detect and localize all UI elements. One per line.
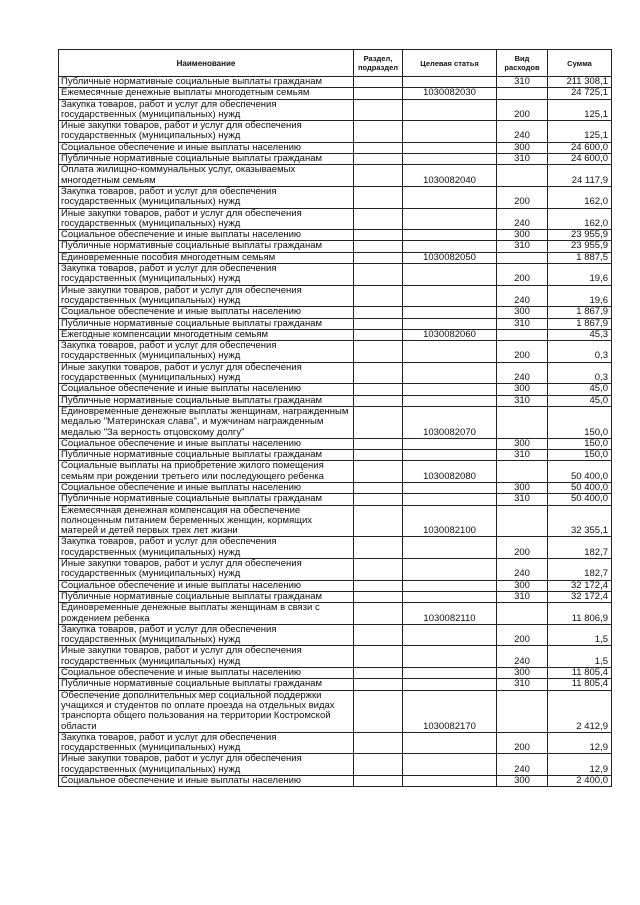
header-target: Целевая статья — [403, 50, 497, 77]
cell-target — [403, 99, 497, 121]
cell-target: 1030082070 — [403, 406, 497, 438]
cell-name: Публичные нормативные социальные выплаты гражданам — [59, 241, 354, 252]
cell-name: Социальное обеспечение и иные выплаты населению — [59, 668, 354, 679]
cell-name: Иные закупки товаров, работ и услуг для обеспечения государственных (муниципальных) нужд — [59, 208, 354, 230]
cell-target: 1030082100 — [403, 505, 497, 537]
cell-type: 300 — [497, 482, 548, 493]
cell-type — [497, 603, 548, 625]
table-row — [59, 494, 612, 505]
cell-sum: 50 400,0 — [548, 482, 612, 493]
cell-target: 1030082040 — [403, 165, 497, 187]
table-row — [59, 77, 612, 88]
cell-section — [354, 165, 403, 187]
cell-target — [403, 285, 497, 307]
cell-name: Социальное обеспечение и иные выплаты населению — [59, 438, 354, 449]
cell-name: Публичные нормативные социальные выплаты гражданам — [59, 494, 354, 505]
table-row — [59, 362, 612, 384]
cell-name: Публичные нормативные социальные выплаты гражданам — [59, 318, 354, 329]
cell-name: Социальные выплаты на приобретение жилого помещения семьям при рождении третьего или последующего ребенка — [59, 461, 354, 483]
cell-sum: 24 725,1 — [548, 88, 612, 99]
cell-target — [403, 186, 497, 208]
table-row — [59, 438, 612, 449]
cell-type: 310 — [497, 679, 548, 690]
cell-type: 300 — [497, 776, 548, 787]
cell-sum: 150,0 — [548, 406, 612, 438]
cell-name: Обеспечение дополнительных мер социальной поддержки учащихся и студентов по оплате проезда на отдельных видах транспорта общего пользования на территории Костромской области — [59, 690, 354, 732]
cell-type: 300 — [497, 580, 548, 591]
cell-target — [403, 679, 497, 690]
cell-type: 300 — [497, 668, 548, 679]
table-row — [59, 384, 612, 395]
cell-section — [354, 121, 403, 143]
cell-section — [354, 580, 403, 591]
cell-sum: 24 600,0 — [548, 154, 612, 165]
cell-name: Иные закупки товаров, работ и услуг для обеспечения государственных (муниципальных) нужд — [59, 646, 354, 668]
cell-section — [354, 230, 403, 241]
table-body — [59, 77, 612, 787]
cell-type: 310 — [497, 494, 548, 505]
cell-target — [403, 208, 497, 230]
table-row — [59, 230, 612, 241]
cell-name: Публичные нормативные социальные выплаты гражданам — [59, 679, 354, 690]
cell-section — [354, 142, 403, 153]
cell-sum: 32 172,4 — [548, 580, 612, 591]
table-row — [59, 537, 612, 559]
table-row — [59, 668, 612, 679]
cell-type: 310 — [497, 450, 548, 461]
cell-sum: 2 400,0 — [548, 776, 612, 787]
cell-name: Публичные нормативные социальные выплаты гражданам — [59, 77, 354, 88]
table-row — [59, 406, 612, 438]
cell-sum: 150,0 — [548, 438, 612, 449]
table-row — [59, 154, 612, 165]
cell-section — [354, 208, 403, 230]
cell-sum: 19,6 — [548, 264, 612, 286]
cell-name: Иные закупки товаров, работ и услуг для обеспечения государственных (муниципальных) нужд — [59, 754, 354, 776]
table-row — [59, 754, 612, 776]
cell-target: 1030082050 — [403, 252, 497, 263]
cell-sum: 50 400,0 — [548, 494, 612, 505]
cell-name: Социальное обеспечение и иные выплаты населению — [59, 142, 354, 153]
cell-type: 200 — [497, 732, 548, 754]
cell-type — [497, 329, 548, 340]
table-row — [59, 252, 612, 263]
cell-name: Социальное обеспечение и иные выплаты населению — [59, 384, 354, 395]
cell-type — [497, 252, 548, 263]
cell-name: Закупка товаров, работ и услуг для обеспечения государственных (муниципальных) нужд — [59, 537, 354, 559]
cell-target: 1030082080 — [403, 461, 497, 483]
cell-name: Закупка товаров, работ и услуг для обеспечения государственных (муниципальных) нужд — [59, 264, 354, 286]
table-row — [59, 318, 612, 329]
cell-section — [354, 241, 403, 252]
cell-section — [354, 252, 403, 263]
cell-name: Закупка товаров, работ и услуг для обеспечения государственных (муниципальных) нужд — [59, 624, 354, 646]
cell-target — [403, 668, 497, 679]
table-row — [59, 88, 612, 99]
cell-name: Публичные нормативные социальные выплаты гражданам — [59, 395, 354, 406]
cell-sum: 182,7 — [548, 537, 612, 559]
cell-target — [403, 241, 497, 252]
cell-sum: 45,0 — [548, 384, 612, 395]
cell-name: Публичные нормативные социальные выплаты гражданам — [59, 154, 354, 165]
table-row — [59, 505, 612, 537]
cell-sum: 1,5 — [548, 646, 612, 668]
cell-section — [354, 776, 403, 787]
table-row — [59, 395, 612, 406]
cell-sum: 182,7 — [548, 559, 612, 581]
cell-target: 1030082060 — [403, 329, 497, 340]
cell-name: Закупка товаров, работ и услуг для обеспечения государственных (муниципальных) нужд — [59, 341, 354, 363]
cell-target — [403, 77, 497, 88]
cell-section — [354, 318, 403, 329]
table-row — [59, 285, 612, 307]
cell-sum: 32 172,4 — [548, 591, 612, 602]
table-row — [59, 591, 612, 602]
cell-sum: 0,3 — [548, 341, 612, 363]
cell-target — [403, 318, 497, 329]
cell-sum: 45,3 — [548, 329, 612, 340]
cell-target — [403, 732, 497, 754]
cell-type — [497, 406, 548, 438]
table-row — [59, 165, 612, 187]
table-row — [59, 99, 612, 121]
cell-section — [354, 329, 403, 340]
cell-type — [497, 505, 548, 537]
cell-sum: 162,0 — [548, 186, 612, 208]
cell-section — [354, 679, 403, 690]
cell-type: 310 — [497, 77, 548, 88]
cell-name: Единовременные пособия многодетным семьям — [59, 252, 354, 263]
cell-type: 300 — [497, 142, 548, 153]
cell-type — [497, 165, 548, 187]
cell-section — [354, 559, 403, 581]
cell-name: Публичные нормативные социальные выплаты гражданам — [59, 591, 354, 602]
table-row — [59, 559, 612, 581]
cell-name: Ежемесячные денежные выплаты многодетным семьям — [59, 88, 354, 99]
cell-type: 300 — [497, 230, 548, 241]
cell-type: 310 — [497, 154, 548, 165]
cell-sum: 0,3 — [548, 362, 612, 384]
cell-section — [354, 395, 403, 406]
table-row — [59, 186, 612, 208]
cell-sum: 1 867,9 — [548, 307, 612, 318]
cell-type: 310 — [497, 591, 548, 602]
table-row — [59, 679, 612, 690]
cell-section — [354, 406, 403, 438]
table-row — [59, 776, 612, 787]
cell-sum: 1 887,5 — [548, 252, 612, 263]
table-row — [59, 603, 612, 625]
cell-name: Закупка товаров, работ и услуг для обеспечения государственных (муниципальных) нужд — [59, 732, 354, 754]
cell-name: Социальное обеспечение и иные выплаты населению — [59, 776, 354, 787]
table-row — [59, 142, 612, 153]
cell-type — [497, 88, 548, 99]
cell-section — [354, 88, 403, 99]
cell-name: Закупка товаров, работ и услуг для обеспечения государственных (муниципальных) нужд — [59, 99, 354, 121]
cell-type: 200 — [497, 537, 548, 559]
table-row — [59, 121, 612, 143]
cell-sum: 11 805,4 — [548, 668, 612, 679]
cell-target — [403, 230, 497, 241]
table-row — [59, 329, 612, 340]
cell-target — [403, 154, 497, 165]
cell-type: 200 — [497, 186, 548, 208]
cell-name: Иные закупки товаров, работ и услуг для обеспечения государственных (муниципальных) нужд — [59, 285, 354, 307]
cell-target — [403, 482, 497, 493]
table-row — [59, 208, 612, 230]
header-name: Наименование — [59, 50, 354, 77]
table-row — [59, 580, 612, 591]
cell-target — [403, 341, 497, 363]
header-sum: Сумма — [548, 50, 612, 77]
cell-name: Публичные нормативные социальные выплаты гражданам — [59, 450, 354, 461]
cell-name: Ежегодные компенсации многодетным семьям — [59, 329, 354, 340]
header-type: Вид расходов — [497, 50, 548, 77]
cell-sum: 12,9 — [548, 732, 612, 754]
cell-target — [403, 494, 497, 505]
cell-sum: 23 955,9 — [548, 241, 612, 252]
cell-section — [354, 307, 403, 318]
cell-name: Единовременные денежные выплаты женщинам в связи с рождением ребенка — [59, 603, 354, 625]
cell-target — [403, 624, 497, 646]
cell-name: Иные закупки товаров, работ и услуг для обеспечения государственных (муниципальных) нужд — [59, 362, 354, 384]
cell-sum: 32 355,1 — [548, 505, 612, 537]
cell-type: 200 — [497, 624, 548, 646]
table-row — [59, 341, 612, 363]
table-row — [59, 732, 612, 754]
cell-name: Оплата жилищно-коммунальных услуг, оказываемых многодетным семьям — [59, 165, 354, 187]
table-row — [59, 461, 612, 483]
cell-section — [354, 285, 403, 307]
table-row — [59, 624, 612, 646]
cell-type: 300 — [497, 307, 548, 318]
table-row — [59, 307, 612, 318]
cell-name: Единовременные денежные выплаты женщинам, награжденным медалью "Материнская слава", и мужчинам награжденным медалью "За верность отцовскому долгу" — [59, 406, 354, 438]
cell-type: 240 — [497, 754, 548, 776]
cell-target: 1030082110 — [403, 603, 497, 625]
cell-section — [354, 482, 403, 493]
cell-type: 240 — [497, 646, 548, 668]
cell-section — [354, 494, 403, 505]
cell-section — [354, 362, 403, 384]
cell-target — [403, 537, 497, 559]
cell-section — [354, 154, 403, 165]
cell-type — [497, 690, 548, 732]
cell-type — [497, 461, 548, 483]
budget-table — [58, 49, 612, 787]
cell-type: 240 — [497, 208, 548, 230]
cell-section — [354, 591, 403, 602]
cell-name: Иные закупки товаров, работ и услуг для обеспечения государственных (муниципальных) нужд — [59, 559, 354, 581]
table-row — [59, 482, 612, 493]
cell-sum: 1 867,9 — [548, 318, 612, 329]
cell-section — [354, 77, 403, 88]
cell-sum: 162,0 — [548, 208, 612, 230]
cell-target: 1030082030 — [403, 88, 497, 99]
cell-section — [354, 754, 403, 776]
budget-table-page — [58, 49, 611, 787]
cell-target — [403, 591, 497, 602]
cell-sum: 45,0 — [548, 395, 612, 406]
cell-sum: 11 805,4 — [548, 679, 612, 690]
cell-section — [354, 186, 403, 208]
cell-section — [354, 603, 403, 625]
cell-type: 240 — [497, 362, 548, 384]
cell-target: 1030082170 — [403, 690, 497, 732]
header-section: Раздел, подраздел — [354, 50, 403, 77]
table-row — [59, 646, 612, 668]
cell-name: Ежемесячная денежная компенсация на обеспечение полноценным питанием беременных женщин, кормящих матерей и детей первых трех лет жизни — [59, 505, 354, 537]
cell-type: 200 — [497, 264, 548, 286]
cell-sum: 2 412,9 — [548, 690, 612, 732]
cell-sum: 12,9 — [548, 754, 612, 776]
cell-sum: 150,0 — [548, 450, 612, 461]
cell-sum: 1,5 — [548, 624, 612, 646]
cell-section — [354, 264, 403, 286]
cell-section — [354, 646, 403, 668]
cell-target — [403, 362, 497, 384]
cell-section — [354, 668, 403, 679]
cell-target — [403, 559, 497, 581]
cell-sum: 23 955,9 — [548, 230, 612, 241]
cell-target — [403, 142, 497, 153]
cell-type: 200 — [497, 341, 548, 363]
cell-sum: 125,1 — [548, 121, 612, 143]
cell-target — [403, 580, 497, 591]
cell-target — [403, 395, 497, 406]
cell-section — [354, 438, 403, 449]
cell-sum: 211 308,1 — [548, 77, 612, 88]
cell-target — [403, 438, 497, 449]
table-row — [59, 450, 612, 461]
cell-section — [354, 690, 403, 732]
cell-name: Социальное обеспечение и иные выплаты населению — [59, 307, 354, 318]
cell-type: 240 — [497, 559, 548, 581]
cell-section — [354, 450, 403, 461]
cell-target — [403, 121, 497, 143]
cell-type: 310 — [497, 241, 548, 252]
cell-target — [403, 754, 497, 776]
cell-type: 310 — [497, 318, 548, 329]
table-row — [59, 241, 612, 252]
cell-name: Иные закупки товаров, работ и услуг для обеспечения государственных (муниципальных) нужд — [59, 121, 354, 143]
cell-section — [354, 99, 403, 121]
cell-type: 200 — [497, 99, 548, 121]
cell-section — [354, 461, 403, 483]
cell-name: Социальное обеспечение и иные выплаты населению — [59, 482, 354, 493]
cell-sum: 24 600,0 — [548, 142, 612, 153]
table-row — [59, 264, 612, 286]
cell-target — [403, 450, 497, 461]
cell-sum: 50 400,0 — [548, 461, 612, 483]
cell-target — [403, 307, 497, 318]
cell-sum: 19,6 — [548, 285, 612, 307]
table-row — [59, 690, 612, 732]
cell-name: Закупка товаров, работ и услуг для обеспечения государственных (муниципальных) нужд — [59, 186, 354, 208]
cell-name: Социальное обеспечение и иные выплаты населению — [59, 230, 354, 241]
cell-sum: 11 806,9 — [548, 603, 612, 625]
cell-sum: 24 117,9 — [548, 165, 612, 187]
cell-section — [354, 537, 403, 559]
cell-section — [354, 505, 403, 537]
cell-section — [354, 624, 403, 646]
cell-section — [354, 732, 403, 754]
table-header-row — [59, 50, 612, 77]
cell-type: 310 — [497, 395, 548, 406]
cell-target — [403, 384, 497, 395]
cell-target — [403, 646, 497, 668]
cell-sum: 125,1 — [548, 99, 612, 121]
cell-name: Социальное обеспечение и иные выплаты населению — [59, 580, 354, 591]
cell-type: 300 — [497, 438, 548, 449]
cell-type: 300 — [497, 384, 548, 395]
cell-type: 240 — [497, 121, 548, 143]
cell-target — [403, 776, 497, 787]
cell-section — [354, 384, 403, 395]
cell-section — [354, 341, 403, 363]
cell-type: 240 — [497, 285, 548, 307]
cell-target — [403, 264, 497, 286]
